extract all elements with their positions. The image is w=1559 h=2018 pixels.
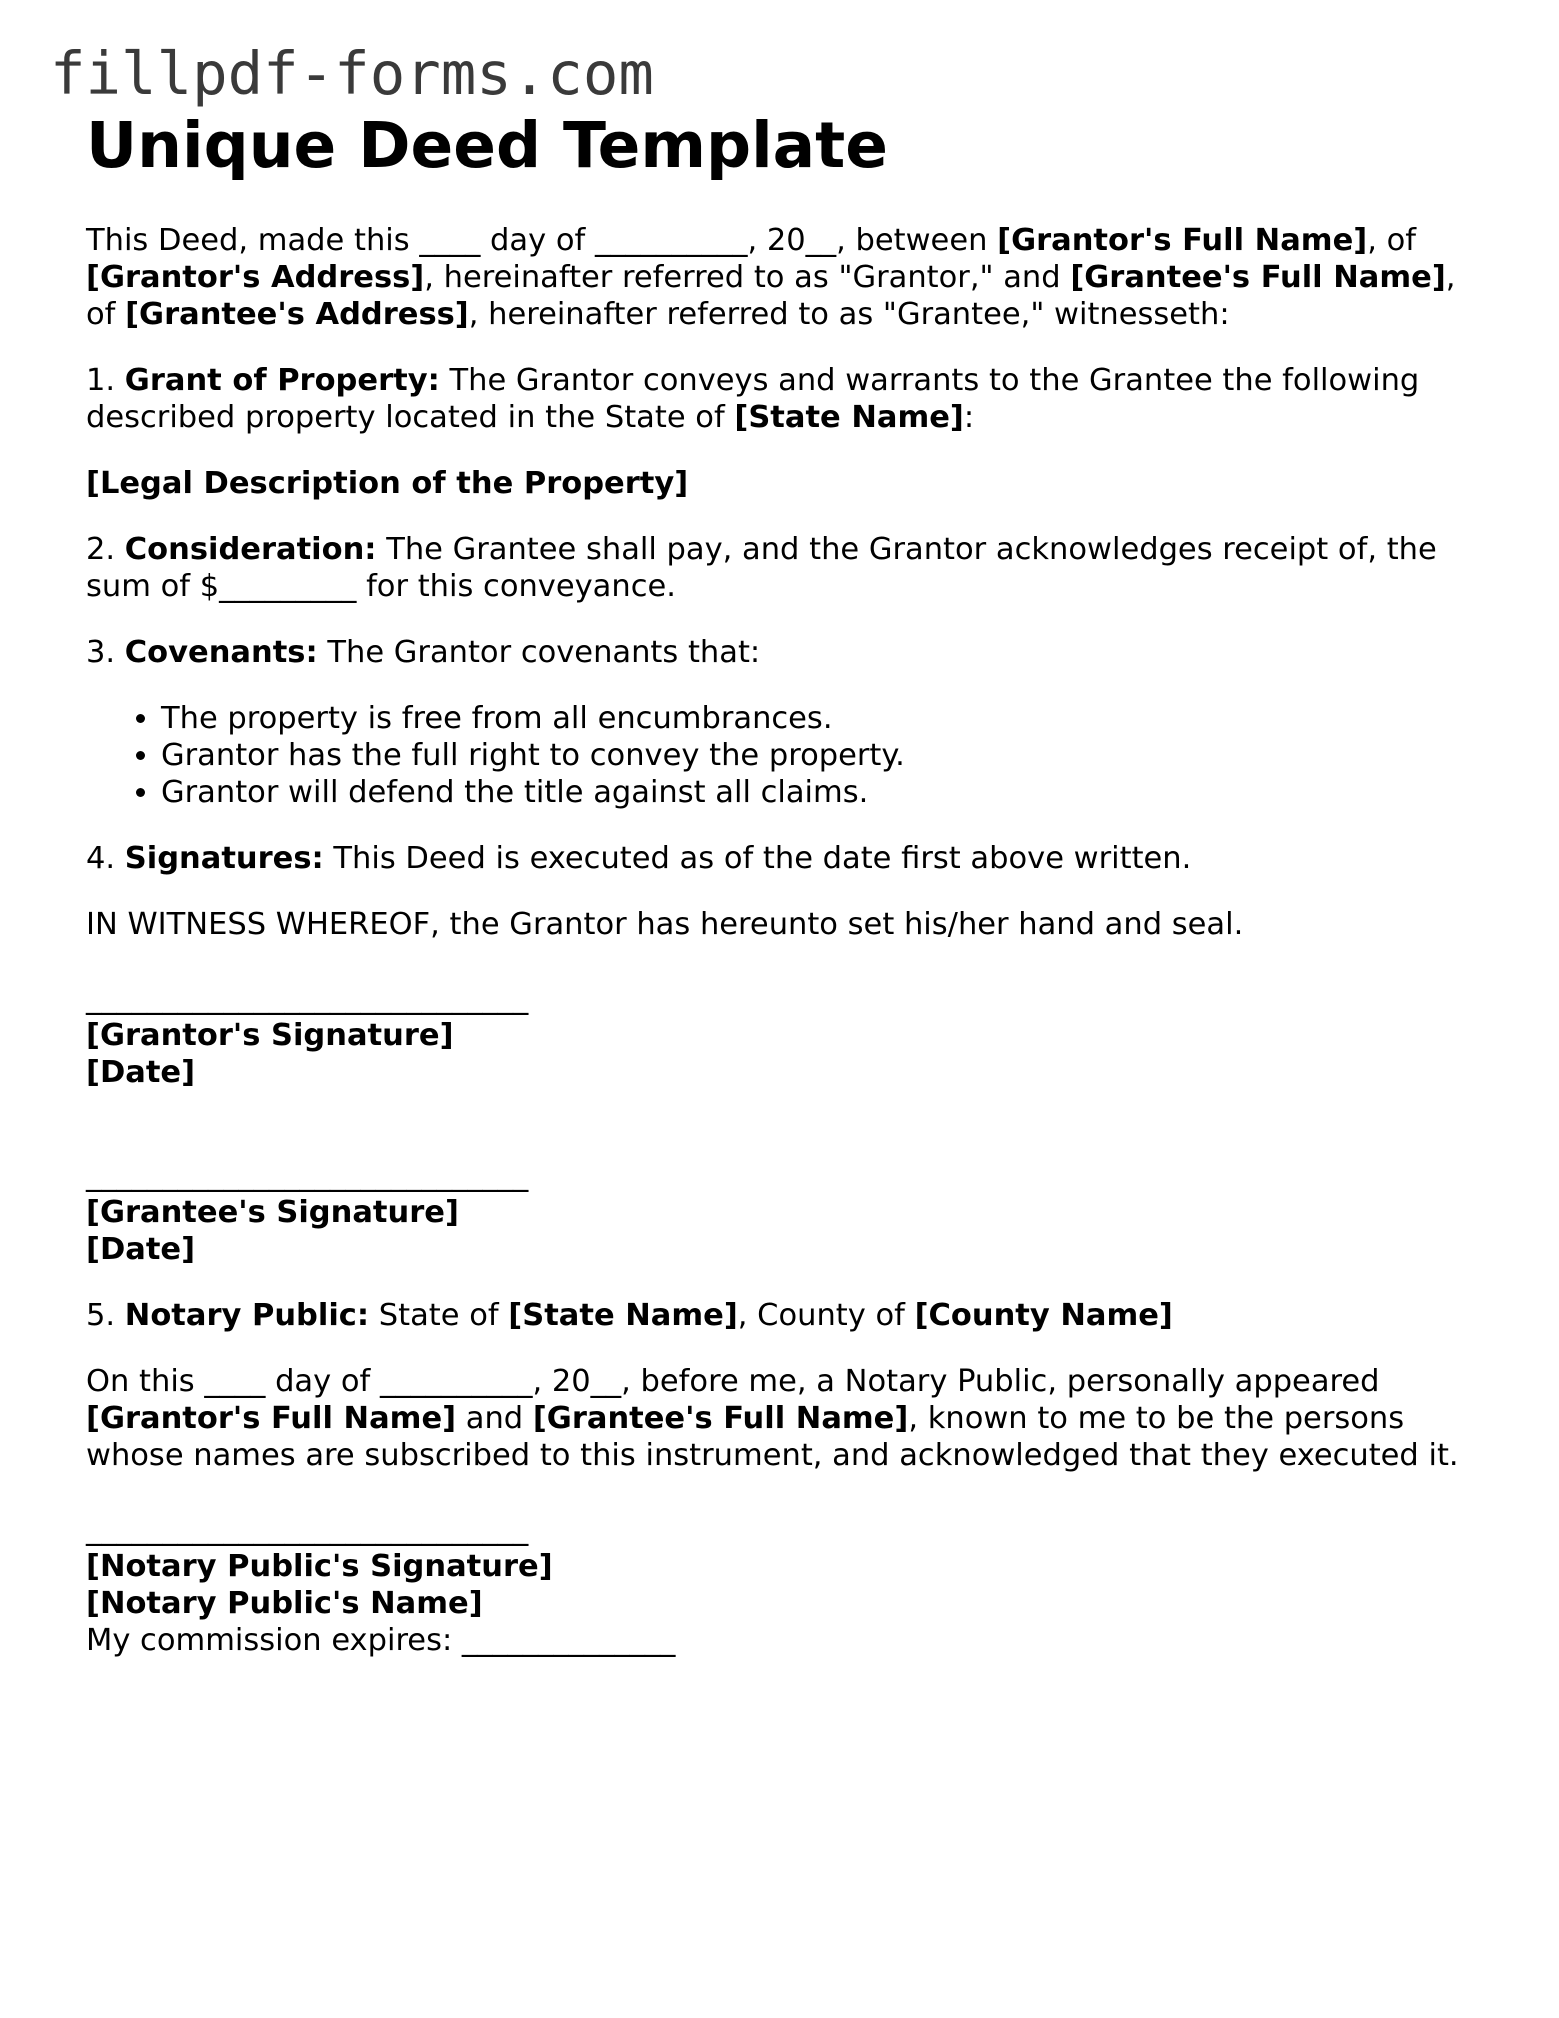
document-body (86, 108, 1486, 1659)
list-item: • Grantor will defend the title against all claims. (161, 774, 1486, 811)
section-text: The Grantee shall pay, and the Grantor acknowledges receipt of, the sum of $_________ for this conveyance. (86, 532, 1437, 604)
intro-text-5: , hereinafter referred to as "Grantee," witnesseth: (468, 297, 1230, 332)
intro-text-2: , of (1367, 223, 1416, 258)
section-text: The Grantor covenants that: (317, 635, 761, 670)
section-number: 1. (86, 363, 125, 398)
list-item: • Grantor has the full right to convey the property. (161, 737, 1486, 774)
notary-name-text: [Notary Public's Name] (86, 1586, 483, 1621)
grantee-date-label (86, 1231, 1486, 1268)
grantee-address-placeholder: [Grantee's Address] (125, 297, 469, 332)
section-text-end: : (963, 400, 975, 435)
intro-text-4: , of (86, 260, 1456, 332)
commission-expires: My commission expires: ______________ (86, 1623, 676, 1658)
section-heading: Consideration: (124, 532, 377, 567)
notary-text-1: On this ____ day of __________, 20__, before me, a Notary Public, personally appeared (86, 1364, 1380, 1399)
covenants-list (86, 700, 1486, 811)
watermark: fillpdf-forms.com (50, 39, 654, 108)
grantor-signature-text: [Grantor's Signature] (86, 1018, 454, 1053)
grantee-signature-block (86, 1157, 1486, 1268)
section-number: 4. (86, 841, 125, 876)
spacer (86, 972, 1486, 980)
document-title: Unique Deed Template (86, 109, 889, 182)
section-number: 3. (86, 635, 125, 670)
notary-signature-block (86, 1511, 1486, 1659)
grantee-signature-text: [Grantee's Signature] (86, 1195, 459, 1230)
section-number: 5. (86, 1298, 125, 1333)
notary-paragraph (86, 1363, 1486, 1474)
section-number: 2. (86, 532, 125, 567)
notary-name-label (86, 1585, 1486, 1622)
signature-line: _____________________________ (86, 981, 529, 1016)
list-item: • The property is free from all encumbrances. (161, 700, 1486, 737)
grantor-name-placeholder: [Grantor's Full Name] (86, 1401, 457, 1436)
section-text-2: , County of (737, 1298, 915, 1333)
section-text: State of (369, 1298, 509, 1333)
grantor-signature-block (86, 980, 1486, 1091)
grantee-name-placeholder: [Grantee's Full Name] (1070, 260, 1446, 295)
notary-text-2: and (456, 1401, 533, 1436)
section-text: This Deed is executed as of the date first above written. (323, 841, 1192, 876)
section-signatures (86, 840, 1486, 877)
spacer (86, 1503, 1486, 1511)
notary-text-3: , known to me to be the persons whose names are subscribed to this instrument, and acknowledged that they executed it. (86, 1401, 1459, 1473)
section-text: The Grantor conveys and warrants to the Grantee the following described property located in the State of (86, 363, 1420, 435)
grantor-name-placeholder: [Grantor's Full Name] (997, 223, 1368, 258)
legal-description-placeholder: [Legal Description of the Property] (86, 466, 689, 501)
grantor-address-placeholder: [Grantor's Address] (86, 260, 425, 295)
notary-signature-text: [Notary Public's Signature] (86, 1549, 553, 1584)
signature-line: _____________________________ (86, 1158, 529, 1193)
intro-text-1: This Deed, made this ____ day of __________, 20__, between (86, 223, 998, 258)
section-heading: Signatures: (124, 841, 324, 876)
section-heading: Grant of Property: (124, 363, 440, 398)
intro-text-3: , hereinafter referred to as "Grantor," and (424, 260, 1071, 295)
state-name-placeholder: [State Name] (734, 400, 964, 435)
grantor-date-text: [Date] (86, 1055, 196, 1090)
section-heading: Notary Public: (124, 1298, 370, 1333)
grantee-date-text: [Date] (86, 1232, 196, 1267)
intro-paragraph (86, 222, 1486, 333)
county-name-placeholder: [County Name] (914, 1298, 1173, 1333)
grantee-signature-label (86, 1194, 1486, 1231)
grantee-name-placeholder: [Grantee's Full Name] (532, 1401, 909, 1436)
grantor-date-label (86, 1054, 1486, 1091)
witness-statement: IN WITNESS WHEREOF, the Grantor has hereunto set his/her hand and seal. (86, 907, 1244, 942)
signature-line: _____________________________ (86, 1512, 529, 1547)
grantor-signature-label (86, 1017, 1486, 1054)
section-covenants (86, 634, 1486, 671)
section-notary-public (86, 1297, 1486, 1334)
section-heading: Covenants: (124, 635, 318, 670)
section-grant-of-property (86, 362, 1486, 436)
legal-description (86, 465, 1486, 502)
state-name-placeholder: [State Name] (508, 1298, 738, 1333)
section-consideration (86, 531, 1486, 605)
notary-signature-label (86, 1548, 1486, 1585)
